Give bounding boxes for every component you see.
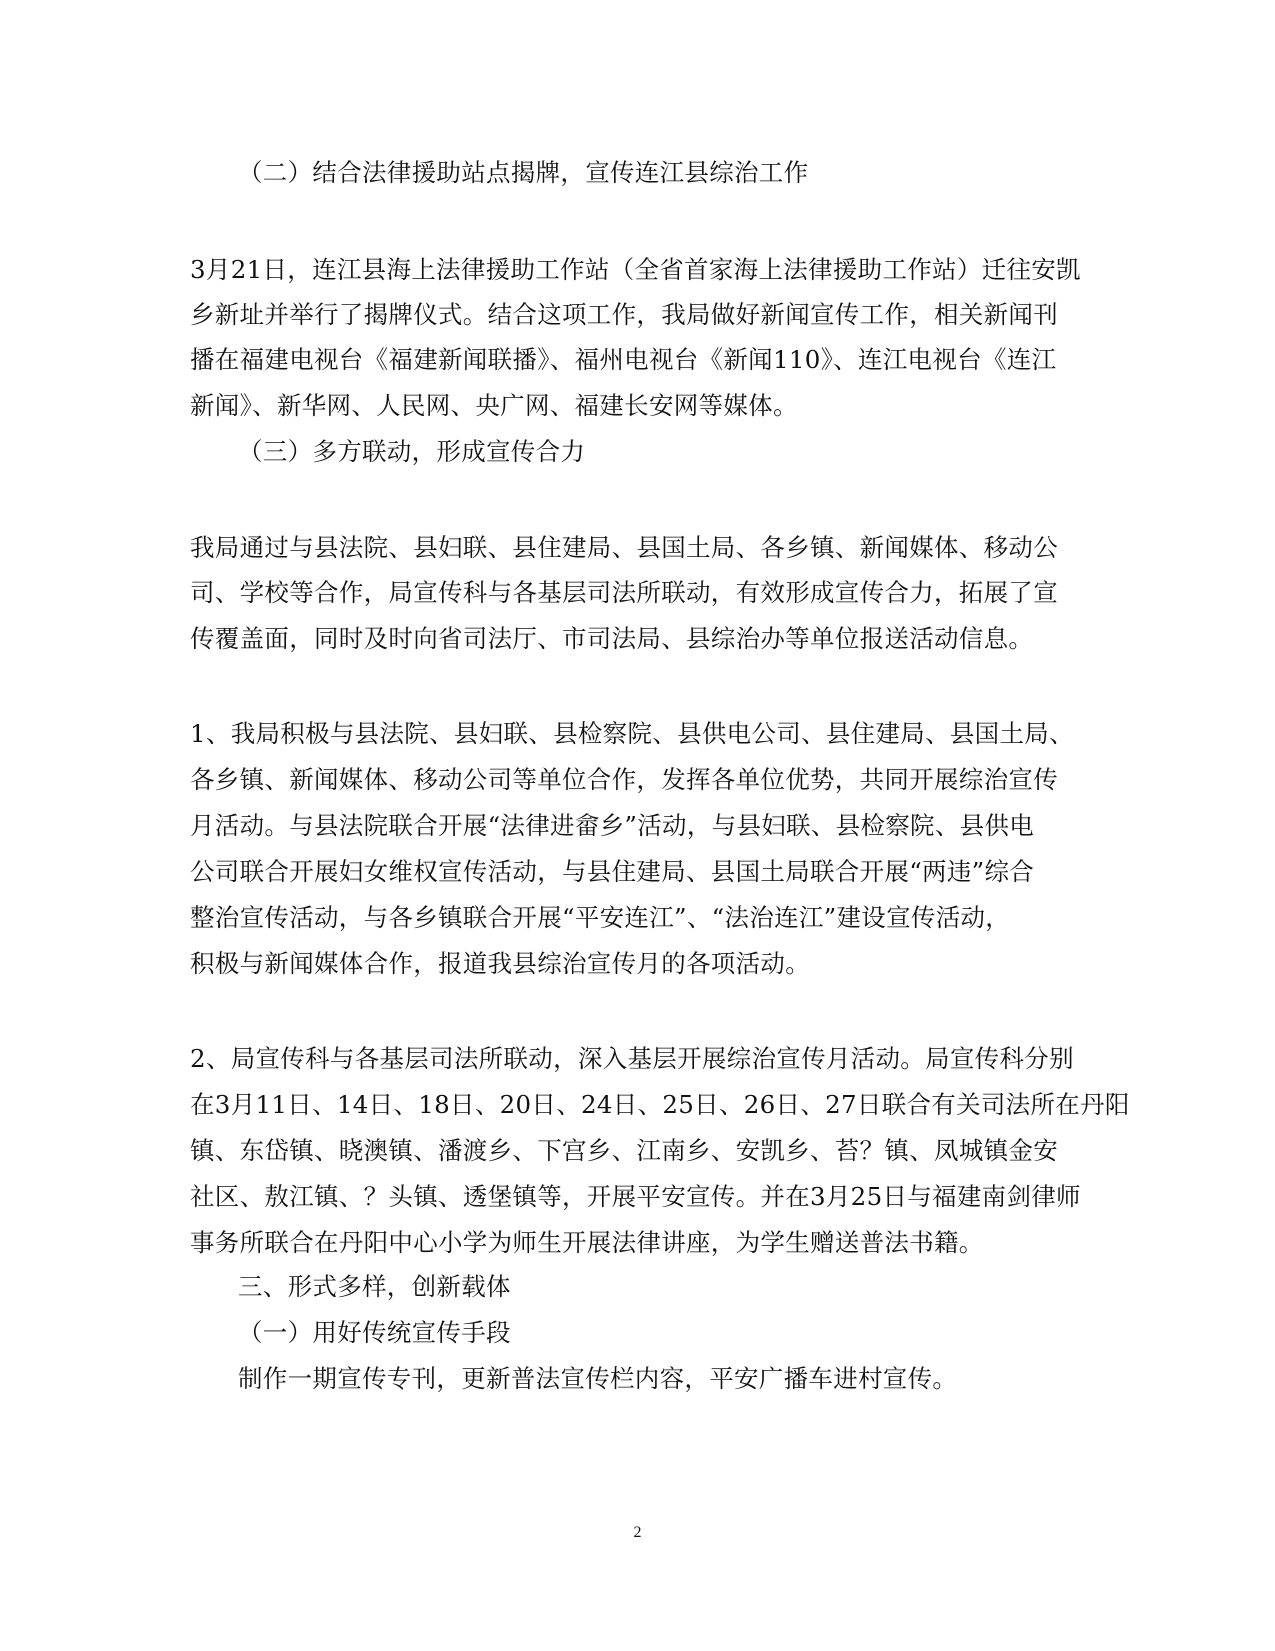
paragraph-line: 整治宣传活动，与各乡镇联合开展“平安连江”、“法治连江”建设宣传活动， — [190, 903, 1011, 932]
section-title: 三、形式多样，创新载体 — [238, 1272, 511, 1301]
paragraph-line: 传覆盖面，同时及时向省司法厅、市司法局、县综治办等单位报送活动信息。 — [190, 624, 1034, 653]
paragraph-line: 积极与新闻媒体合作，报道我县综治宣传月的各项活动。 — [190, 949, 810, 978]
paragraph-line: 制作一期宣传专刊，更新普法宣传栏内容，平安广播车进村宣传。 — [238, 1364, 958, 1393]
page-number: 2 — [633, 1524, 642, 1541]
paragraph-line: 2、局宣传科与各基层司法所联动，深入基层开展综治宣传月活动。局宣传科分别 — [190, 1044, 1074, 1073]
paragraph-line: 在3月11日、14日、18日、20日、24日、25日、26日、27日联合有关司法所在丹阳 — [190, 1090, 1130, 1119]
paragraph-line: 我局通过与县法院、县妇联、县住建局、县国土局、各乡镇、新闻媒体、移动公 — [190, 533, 1058, 562]
paragraph-line: 司、学校等合作，局宣传科与各基层司法所联动，有效形成宣传合力，拓展了宣 — [190, 578, 1058, 607]
subsection-heading-2: （二）结合法律援助站点揭牌，宣传连江县综治工作 — [238, 158, 809, 187]
subsection-heading-3: （三）多方联动，形成宣传合力 — [238, 437, 586, 466]
paragraph-line: 播在福建电视台《福建新闻联播》、福州电视台《新闻110》、连江电视台《连江 — [190, 345, 1057, 374]
paragraph-line: 月活动。与县法院联合开展“法律进畲乡”活动，与县妇联、县检察院、县供电 — [190, 811, 1035, 840]
paragraph-line: 乡新址并举行了揭牌仪式。结合这项工作，我局做好新闻宣传工作，相关新闻刊 — [190, 300, 1058, 329]
paragraph-line: 社区、敖江镇、？头镇、透堡镇等，开展平安宣传。并在3月25日与福建南剑律师 — [190, 1182, 1081, 1211]
paragraph-line: 1、我局积极与县法院、县妇联、县检察院、县供电公司、县住建局、县国土局、 — [190, 719, 1074, 748]
paragraph-line: 公司联合开展妇女维权宣传活动，与县住建局、县国土局联合开展“两违”综合 — [190, 857, 1035, 886]
paragraph-line: 镇、东岱镇、晓澳镇、潘渡乡、下宫乡、江南乡、安凯乡、苔？镇、凤城镇金安 — [190, 1136, 1058, 1165]
paragraph-line: 新闻》、新华网、人民网、央广网、福建长安网等媒体。 — [190, 391, 798, 420]
paragraph-line: 事务所联合在丹阳中心小学为师生开展法律讲座，为学生赠送普法书籍。 — [190, 1228, 984, 1257]
paragraph-line: 3月21日，连江县海上法律援助工作站（全省首家海上法律援助工作站）迁往安凯 — [190, 255, 1081, 284]
subsection-title: （一）用好传统宣传手段 — [238, 1318, 511, 1347]
paragraph-line: 各乡镇、新闻媒体、移动公司等单位合作，发挥各单位优势，共同开展综治宣传 — [190, 765, 1058, 794]
